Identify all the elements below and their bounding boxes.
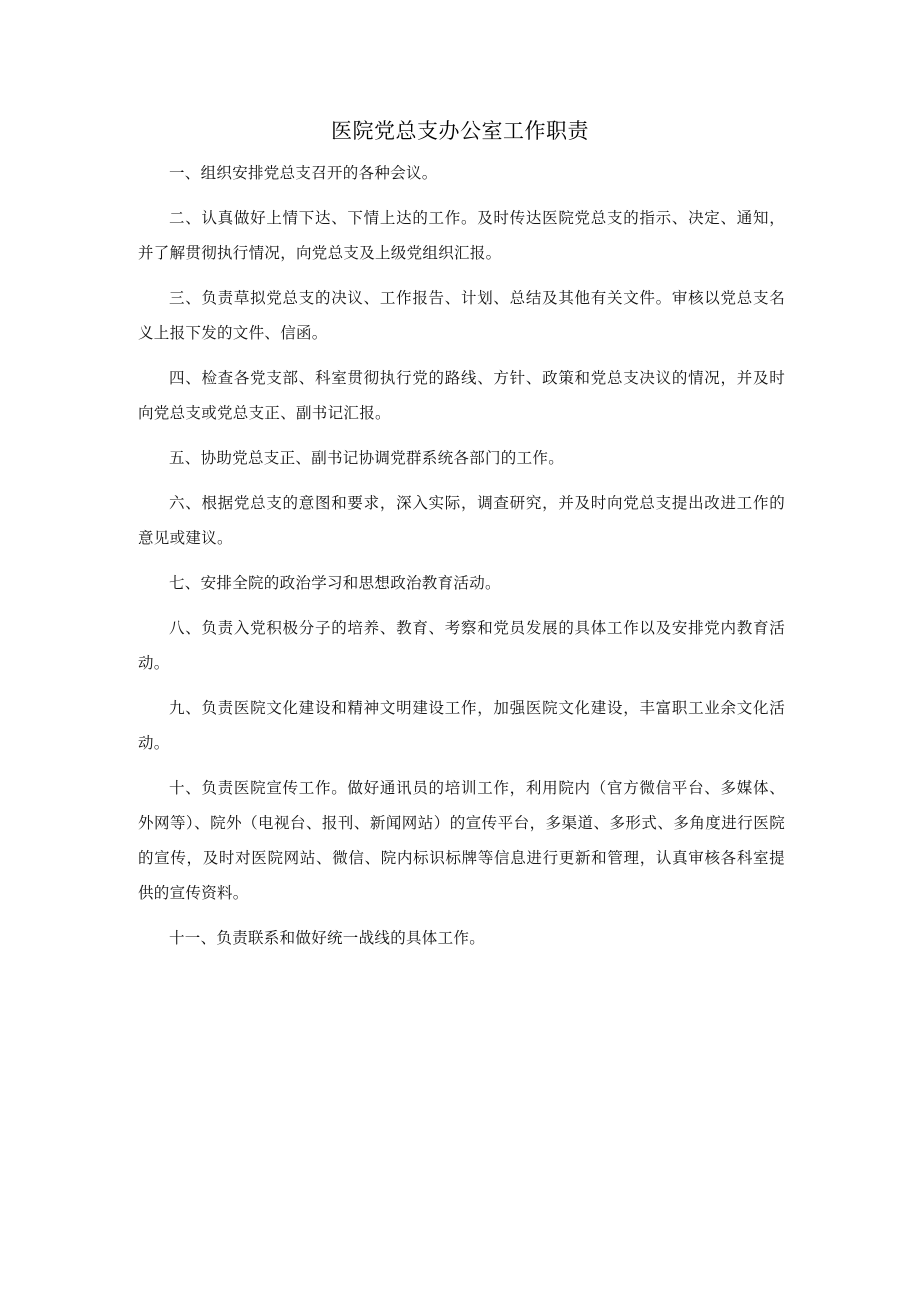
duty-item-5: 五、协助党总支正、副书记协调党群系统各部门的工作。 (169, 449, 565, 467)
duty-item-6: 六、根据党总支的意图和要求，深入实际，调查研究，并及时向党总支提出改进工作的意见或建议。 (138, 494, 785, 547)
duty-item-3: 三、负责草拟党总支的决议、工作报告、计划、总结及其他有关文件。审核以党总支名义上报下发的文件、信函。 (138, 289, 785, 342)
duty-item-4: 四、检查各党支部、科室贯彻执行党的路线、方针、政策和党总支决议的情况，并及时向党总支或党总支正、副书记汇报。 (138, 369, 785, 422)
duty-item-1: 一、组织安排党总支召开的各种会议。 (169, 164, 438, 182)
duty-item-8: 八、负责入党积极分子的培养、教育、考察和党员发展的具体工作以及安排党内教育活动。 (138, 619, 785, 672)
document-body (138, 156, 785, 966)
document-title: 医院党总支办公室工作职责 (331, 119, 589, 143)
duty-item-9: 九、负责医院文化建设和精神文明建设工作，加强医院文化建设，丰富职工业余文化活动。 (138, 699, 785, 752)
duty-item-11: 十一、负责联系和做好统一战线的具体工作。 (169, 929, 486, 947)
duty-item-10: 十、负责医院宣传工作。做好通讯员的培训工作，利用院内（官方微信平台、多媒体、外网等）、院外（电视台、报刊、新闻网站）的宣传平台，多渠道、多形式、多角度进行医院的宣传，及时对医院网站、微信、院内标识标牌等信息进行更新和管理，认真审核各科室提供的宣传资料。 (138, 779, 785, 902)
duty-item-2: 二、认真做好上情下达、下情上达的工作。及时传达医院党总支的指示、决定、通知，并了解贯彻执行情况，向党总支及上级党组织汇报。 (138, 209, 785, 262)
duty-item-7: 七、安排全院的政治学习和思想政治教育活动。 (169, 574, 501, 592)
